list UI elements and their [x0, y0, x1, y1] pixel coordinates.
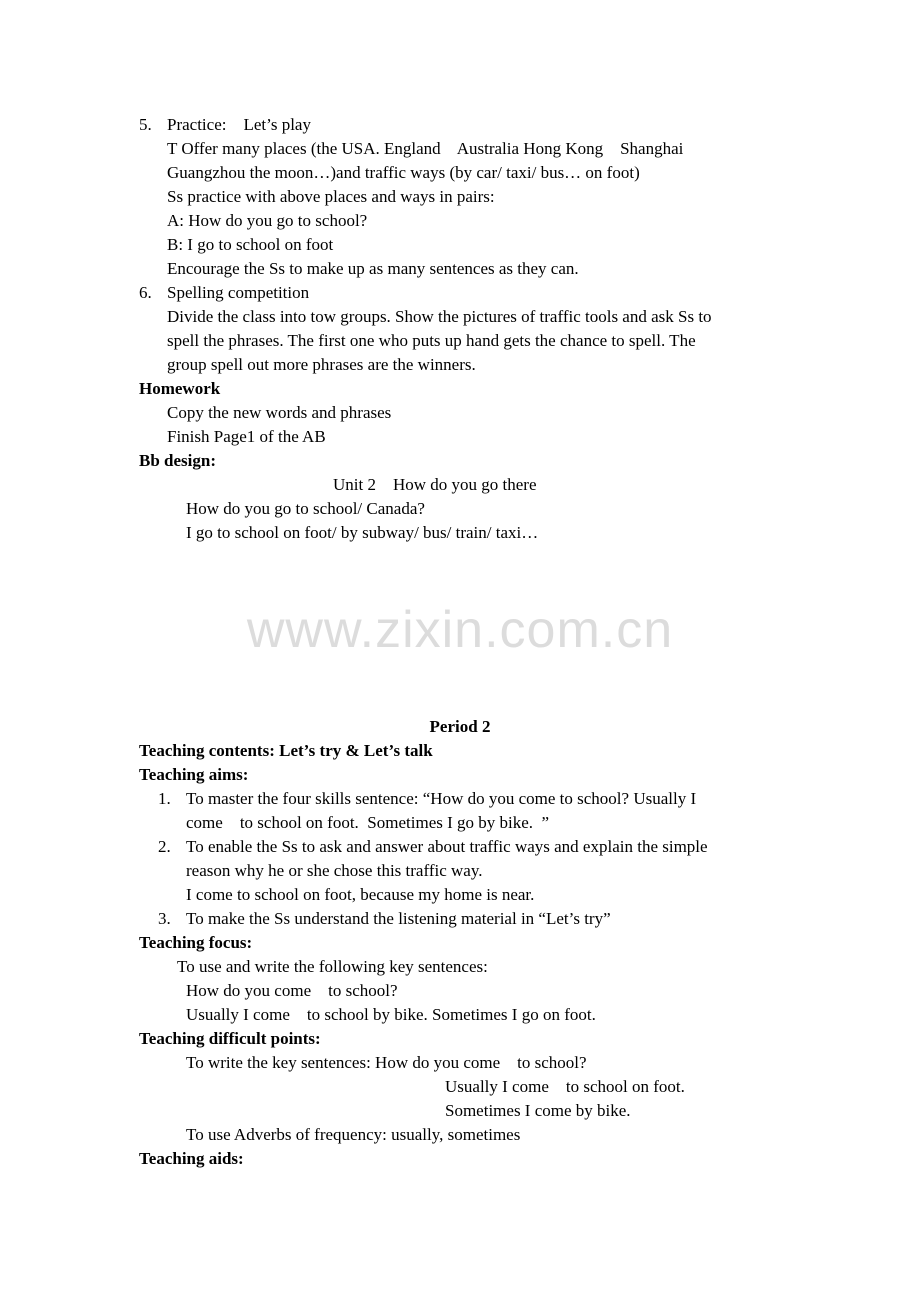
text-line: How do you come to school? — [186, 981, 398, 1000]
list-number: 6. — [139, 283, 152, 302]
section-heading: Bb design: — [139, 451, 216, 470]
text-line: spell the phrases. The first one who puts up hand gets the chance to spell. The — [167, 331, 696, 350]
text-line: Divide the class into tow groups. Show the pictures of traffic tools and ask Ss to — [167, 307, 712, 326]
text-line: reason why he or she chose this traffic way. — [186, 861, 483, 880]
text-line: How do you go to school/ Canada? — [186, 499, 425, 518]
text-line: B: I go to school on foot — [167, 235, 334, 254]
text-line: To use Adverbs of frequency: usually, sometimes — [186, 1125, 521, 1144]
text-line: To make the Ss understand the listening material in “Let’s try” — [186, 909, 611, 928]
teaching-contents: Teaching contents: Let’s try & Let’s talk — [139, 741, 433, 760]
watermark: www.zixin.com.cn — [246, 601, 674, 659]
text-line: Guangzhou the moon…)and traffic ways (by car/ taxi/ bus… on foot) — [167, 163, 640, 182]
item-title: Practice: Let’s play — [167, 115, 311, 134]
text-line: To enable the Ss to ask and answer about traffic ways and explain the simple — [186, 837, 708, 856]
section-heading: Homework — [139, 379, 221, 398]
list-number: 1. — [158, 789, 171, 808]
text-line: Encourage the Ss to make up as many sentences as they can. — [167, 259, 579, 278]
text-line: Finish Page1 of the AB — [167, 427, 326, 446]
item-title: Spelling competition — [167, 283, 310, 302]
text-line: Sometimes I come by bike. — [445, 1101, 631, 1120]
text-line: To master the four skills sentence: “How do you come to school? Usually I — [186, 789, 697, 808]
board-title: Unit 2 How do you go there — [333, 475, 537, 494]
text-line: T Offer many places (the USA. England Australia Hong Kong Shanghai — [167, 139, 684, 158]
list-number: 2. — [158, 837, 171, 856]
section-heading: Teaching difficult points: — [139, 1029, 321, 1048]
text-line: Usually I come to school by bike. Sometimes I go on foot. — [186, 1005, 596, 1024]
text-line: I come to school on foot, because my home is near. — [186, 885, 535, 904]
section-heading: Teaching aids: — [139, 1149, 244, 1168]
list-number: 5. — [139, 115, 152, 134]
text-line: To use and write the following key sentences: — [177, 957, 488, 976]
text-line: Copy the new words and phrases — [167, 403, 392, 422]
section-heading: Teaching aims: — [139, 765, 249, 784]
text-line: Ss practice with above places and ways in pairs: — [167, 187, 495, 206]
list-number: 3. — [158, 909, 171, 928]
period-title: Period 2 — [429, 717, 491, 736]
text-line: To write the key sentences: How do you come to school? — [186, 1053, 587, 1072]
text-line: group spell out more phrases are the winners. — [167, 355, 476, 374]
text-line: A: How do you go to school? — [167, 211, 368, 230]
text-line: Usually I come to school on foot. — [445, 1077, 685, 1096]
text-line: I go to school on foot/ by subway/ bus/ train/ taxi… — [186, 523, 539, 542]
text-line: come to school on foot. Sometimes I go by bike. ” — [186, 813, 550, 832]
section-heading: Teaching focus: — [139, 933, 253, 952]
